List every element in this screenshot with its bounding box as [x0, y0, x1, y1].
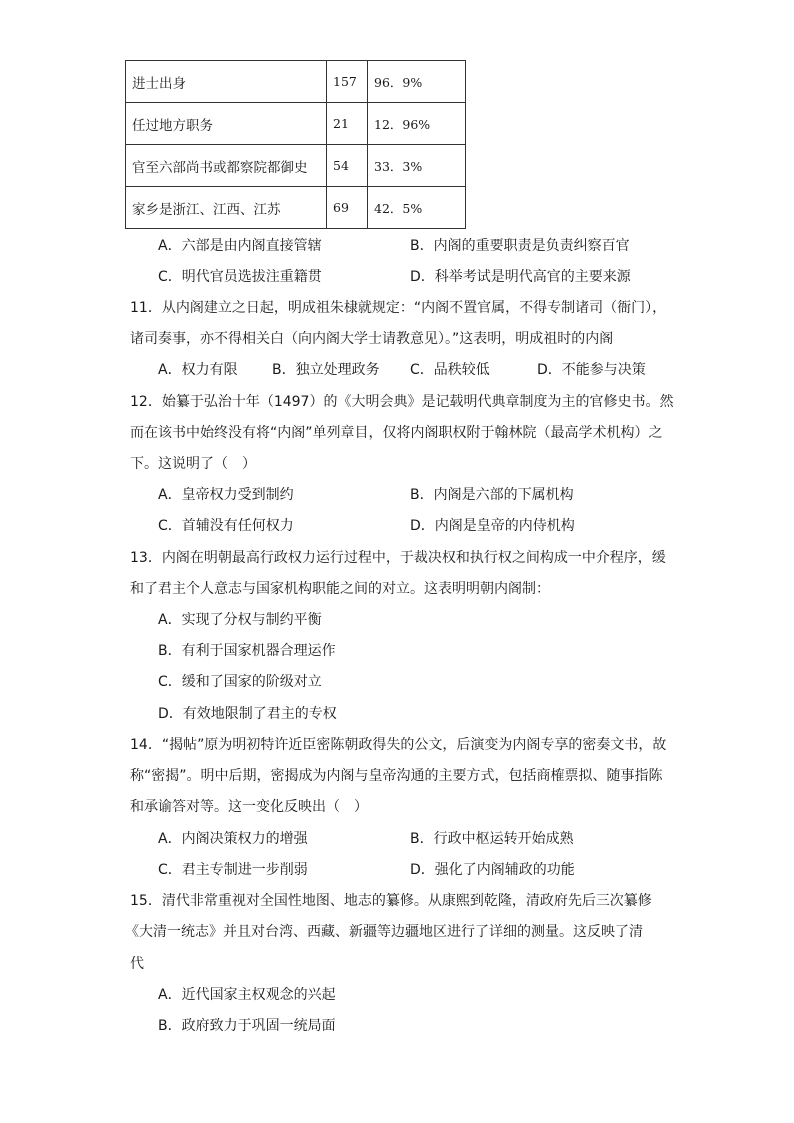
q14-stem-line: 14．“揭帖”原为明初特许近臣密陈朝政得失的公文，后演变为内阁专享的密奏文书，故: [130, 737, 667, 753]
table-cell-count: 157: [327, 61, 368, 103]
q10-option-c[interactable]: C．明代官员选拔注重籍贯: [158, 269, 322, 285]
q14-option-c[interactable]: C．君主专制进一步削弱: [158, 862, 308, 878]
table-cell-label: 进士出身: [126, 61, 327, 103]
q11-stem-line: 11．从内阁建立之日起，明成祖朱棣就规定：“内阁不置官属，不得专制诸司（衙门），: [130, 300, 667, 316]
table-row: [126, 145, 466, 187]
q10-option-a[interactable]: A．六部是由内阁直接管辖: [158, 238, 322, 254]
table-cell-label: 任过地方职务: [126, 103, 327, 145]
table-cell-count: 21: [327, 103, 368, 145]
q14-stem-line: 和承谕答对等。这一变化反映出（ ）: [130, 799, 368, 815]
q10-option-b[interactable]: B．内阁的重要职责是负责纠察百官: [410, 238, 630, 254]
table-cell-percent: 33．3%: [368, 145, 466, 187]
q13-option-b[interactable]: B．有利于国家机器合理运作: [158, 643, 336, 659]
q15-option-b[interactable]: B．政府致力于巩固一统局面: [158, 1018, 336, 1034]
q12-option-b[interactable]: B．内阁是六部的下属机构: [410, 487, 574, 503]
q12-option-a[interactable]: A．皇帝权力受到制约: [158, 487, 294, 503]
q13-option-c[interactable]: C．缓和了国家的阶级对立: [158, 674, 322, 690]
table-row: [126, 103, 466, 145]
q11-option-c[interactable]: C．品秩较低: [410, 362, 490, 378]
q15-stem-line: 《大清一统志》并且对台湾、西藏、新疆等边疆地区进行了详细的测量。这反映了清: [125, 924, 643, 940]
q14-option-b[interactable]: B．行政中枢运转开始成熟: [410, 831, 574, 847]
table-cell-percent: 96．9%: [368, 61, 466, 103]
q15-option-a[interactable]: A．近代国家主权观念的兴起: [158, 987, 336, 1003]
table-cell-count: 69: [327, 187, 368, 229]
table-row: [126, 187, 466, 229]
q11-option-a[interactable]: A．权力有限: [158, 362, 238, 378]
q12-option-c[interactable]: C．首辅没有任何权力: [158, 518, 294, 534]
q12-stem-line: 12．始纂于弘治十年（1497）的《大明会典》是记载明代典章制度为主的官修史书。然: [130, 394, 674, 410]
q11-option-b[interactable]: B．独立处理政务: [272, 362, 380, 378]
table-row: [126, 61, 466, 103]
q13-stem-line: 13．内阁在明朝最高行政权力运行过程中，于裁决权和执行权之间构成一中介程序，缓: [130, 550, 666, 566]
q12-option-d[interactable]: D．内阁是皇帝的内侍机构: [410, 518, 575, 534]
q12-stem-line: 而在该书中始终没有将“内阁”单列章目，仅将内阁职权附于翰林院（最高学术机构）之: [130, 425, 663, 441]
q10-option-d[interactable]: D．科举考试是明代高官的主要来源: [410, 269, 631, 285]
q12-stem-line: 下。这说明了（ ）: [130, 456, 256, 472]
q13-option-d[interactable]: D．有效地限制了君主的专权: [158, 706, 337, 722]
table-cell-label: 家乡是浙江、江西、江苏: [126, 187, 327, 229]
table-cell-label: 官至六部尚书或都察院都御史: [126, 145, 327, 187]
q15-stem-line: 代: [130, 956, 144, 972]
q11-option-d[interactable]: D．不能参与决策: [537, 362, 646, 378]
table-cell-count: 54: [327, 145, 368, 187]
q13-stem-line: 和了君主个人意志与国家机构职能之间的对立。这表明明朝内阁制：: [130, 581, 550, 597]
q13-option-a[interactable]: A．实现了分权与制约平衡: [158, 612, 322, 628]
q11-stem-line: 诸司奏事，亦不得相关白（向内阁大学士请教意见）。”这表明，明成祖时的内阁: [130, 331, 614, 347]
table-cell-percent: 12．96%: [368, 103, 466, 145]
q14-option-d[interactable]: D．强化了内阁辅政的功能: [410, 862, 575, 878]
q14-option-a[interactable]: A．内阁决策权力的增强: [158, 831, 308, 847]
official-statistics-table: [125, 60, 466, 229]
q14-stem-line: 称“密揭”。明中后期，密揭成为内阁与皇帝沟通的主要方式，包括商榷票拟、随事指陈: [130, 768, 663, 784]
q15-stem-line: 15．清代非常重视对全国性地图、地志的纂修。从康熙到乾隆，清政府先后三次纂修: [130, 893, 652, 909]
table-cell-percent: 42．5%: [368, 187, 466, 229]
